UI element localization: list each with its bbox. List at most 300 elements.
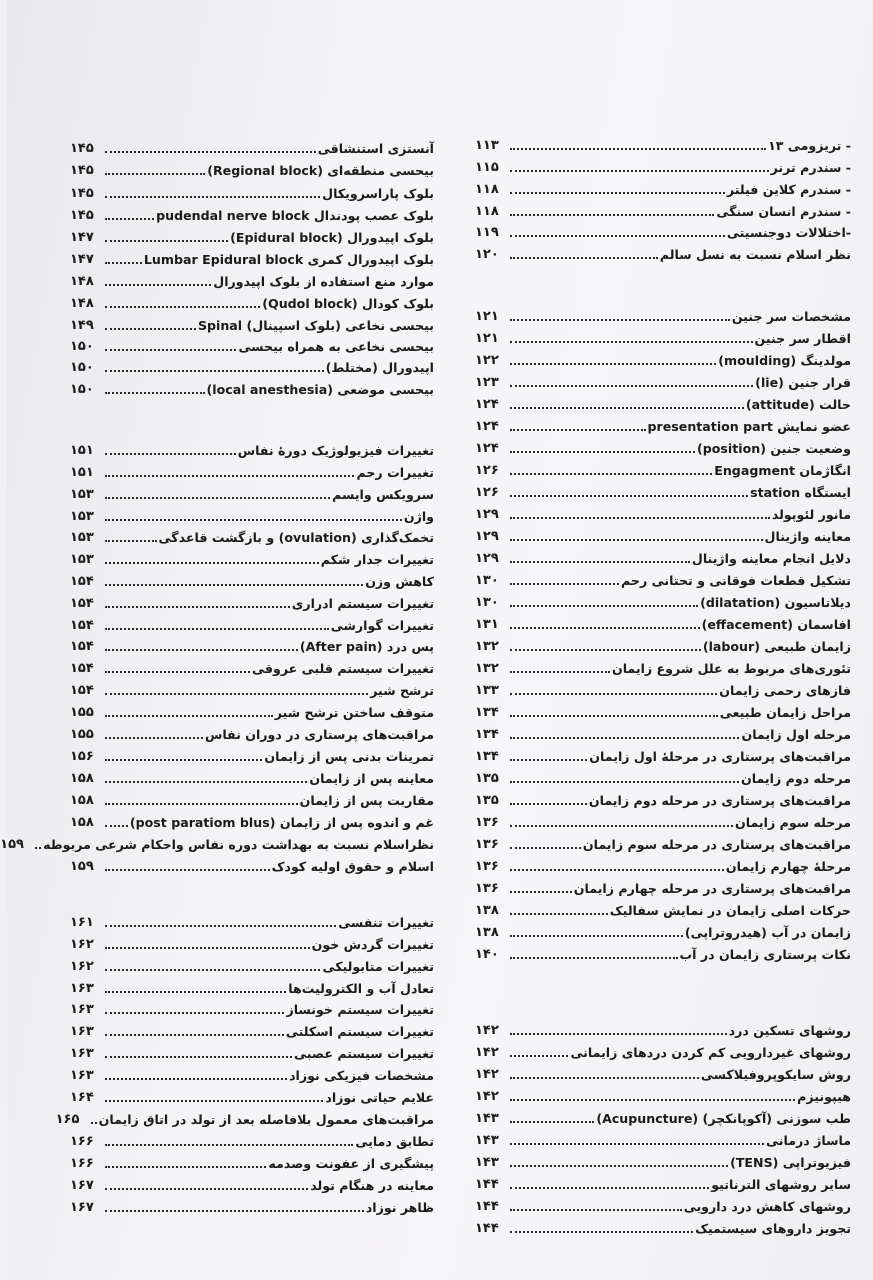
toc-dot-leader xyxy=(105,453,236,455)
toc-entry xyxy=(475,413,851,434)
toc-dot-leader xyxy=(510,781,739,783)
toc-dot-leader xyxy=(105,497,330,499)
toc-entry xyxy=(475,435,851,456)
toc-entry-title: مقاربت پس از زایمان xyxy=(299,793,434,808)
toc-entry xyxy=(70,376,434,397)
toc-dot-leader xyxy=(510,803,587,805)
toc-page-number: ۱۵۳ xyxy=(70,530,94,545)
toc-dot-leader xyxy=(105,1034,284,1036)
toc-dot-leader xyxy=(105,151,316,153)
toc-page-number: ۱۳۸ xyxy=(475,925,499,940)
toc-entry-title: انگاژمان Engagment xyxy=(714,463,851,478)
toc-entry xyxy=(70,333,434,354)
toc-entry xyxy=(475,1105,851,1126)
toc-entry xyxy=(70,787,434,808)
toc-entry xyxy=(70,931,434,952)
toc-page-number: ۱۱۸ xyxy=(475,204,499,219)
toc-page-number: ۱۳۵ xyxy=(475,793,499,808)
toc-dot-leader xyxy=(510,363,716,365)
toc-entry-title: بیحسی نخاعی (بلوک اسپینال) Spinal xyxy=(197,318,434,333)
toc-dot-leader xyxy=(105,1012,284,1014)
toc-entry xyxy=(70,1062,434,1083)
toc-entry-title: تخمک‌گذاری (ovulation) و بازگشت قاعدگی xyxy=(158,530,434,545)
toc-entry-title: اسلام و حقوق اولیه کودک xyxy=(271,859,434,874)
toc-entry xyxy=(70,1194,434,1215)
toc-page-number: ۱۳۶ xyxy=(475,815,499,830)
toc-entry-title: تطابق دمایی xyxy=(355,1134,434,1149)
toc-entry-title: موارد منع استفاده از بلوک اپیدورال xyxy=(213,274,434,289)
toc-entry-title: نظر اسلام نسبت به نسل سالم xyxy=(659,247,851,262)
toc-page-number: ۱۴۵ xyxy=(70,186,94,201)
toc-dot-leader xyxy=(91,1122,97,1124)
toc-page-number: ۱۴۳ xyxy=(475,1155,499,1170)
toc-entry xyxy=(70,1128,434,1149)
toc-entry xyxy=(70,354,434,375)
toc-dot-leader xyxy=(105,925,336,927)
toc-page-number: ۱۵۳ xyxy=(70,552,94,567)
toc-dot-leader xyxy=(510,451,695,453)
toc-dot-leader xyxy=(105,737,203,739)
toc-entry-title: روشهای غیردارویی کم کردن دردهای زایمانی xyxy=(570,1045,851,1060)
toc-page-number: ۱۵۹ xyxy=(0,837,24,852)
toc-entry-title: مراقبت‌های پرستاری در مرحله سوم زایمان xyxy=(582,837,851,852)
toc-entry xyxy=(70,655,434,676)
toc-entry-title: مرحلهٔ چهارم زایمان xyxy=(725,859,851,874)
toc-dot-leader xyxy=(510,235,725,237)
toc-dot-leader xyxy=(105,715,273,717)
toc-entry-title: زایمان در آب (هیدروتراپی) xyxy=(684,925,851,940)
toc-entry-title: قرار جنین (lie) xyxy=(755,375,851,390)
toc-entry-title: بیحسی نخاعی به همراه بیحسی xyxy=(238,339,434,354)
toc-page-number: ۱۱۹ xyxy=(475,225,499,240)
toc-entry-title: کاهش وزن xyxy=(365,574,434,589)
toc-dot-leader xyxy=(35,847,41,849)
toc-entry-title: پس درد (After pain) xyxy=(299,639,434,654)
toc-entry-title: معاینه در هنگام تولد xyxy=(310,1178,434,1193)
toc-entry xyxy=(70,853,434,874)
toc-page-number: ۱۶۷ xyxy=(70,1200,94,1215)
toc-dot-leader xyxy=(105,649,298,651)
toc-dot-leader xyxy=(510,192,725,194)
toc-dot-leader xyxy=(105,584,363,586)
toc-entry-title: سایر روشهای الترناتیو xyxy=(711,1177,851,1192)
toc-page-number: ۱۳۰ xyxy=(475,573,499,588)
toc-entry-title: بلوک عصب پودندال pudendal nerve block xyxy=(156,208,434,223)
toc-entry xyxy=(475,523,851,544)
toc-entry-title: تغییرات سیستم اسکلتی xyxy=(285,1024,434,1039)
toc-entry-title: حرکات اصلی زایمان در نمایش سفالیک xyxy=(609,903,851,918)
toc-dot-leader xyxy=(510,385,753,387)
toc-dot-leader xyxy=(105,606,290,608)
toc-entry xyxy=(475,545,851,566)
toc-entry xyxy=(70,699,434,720)
toc-entry xyxy=(475,589,851,610)
toc-entry xyxy=(475,1061,851,1082)
toc-page-number: ۱۲۶ xyxy=(475,463,499,478)
toc-entry-title: تجویز داروهای سیستمیک xyxy=(695,1221,851,1236)
toc-entry xyxy=(70,290,434,311)
toc-page-number: ۱۳۵ xyxy=(475,771,499,786)
toc-page-number: ۱۶۲ xyxy=(70,937,94,952)
toc-dot-leader xyxy=(105,759,262,761)
toc-entry-title: فازهای رحمی زایمان xyxy=(719,683,851,698)
toc-entry-title: بلوک کودال (Qudol block) xyxy=(262,296,434,311)
toc-dot-leader xyxy=(510,671,610,673)
toc-entry xyxy=(475,567,851,588)
toc-entry-title: تغییرات تنفسی xyxy=(338,915,434,930)
toc-entry xyxy=(475,457,851,478)
toc-dot-leader xyxy=(105,218,154,220)
toc-entry-title: تغییرات رحم xyxy=(356,465,434,480)
toc-dot-leader xyxy=(510,869,724,871)
toc-entry-title: وضعیت جنین (position) xyxy=(697,441,851,456)
toc-page-number: ۱۵۵ xyxy=(70,727,94,742)
toc-entry-title: حالت (attitude) xyxy=(745,397,851,412)
toc-entry-title: تغییرات گردش خون xyxy=(311,937,434,952)
toc-entry xyxy=(70,312,434,333)
toc-entry xyxy=(475,1193,851,1214)
toc-entry-title: دیلاتاسیون (dilatation) xyxy=(700,595,851,610)
toc-entry xyxy=(70,1040,434,1061)
toc-entry-title: تغییرات جدار شکم xyxy=(320,552,434,567)
toc-dot-leader xyxy=(510,319,730,321)
toc-entry-title: مراقبت‌های پرستاری در مرحله چهارم زایمان xyxy=(573,881,851,896)
toc-entry-title: - سندرم ترنر xyxy=(770,160,851,175)
toc-entry xyxy=(475,154,851,175)
toc-entry xyxy=(475,501,851,522)
toc-column-left xyxy=(0,0,434,1280)
toc-dot-leader xyxy=(510,935,683,937)
toc-dot-leader xyxy=(510,539,763,541)
toc-page-number: ۱۱۸ xyxy=(475,182,499,197)
toc-entry xyxy=(475,369,851,390)
toc-dot-leader xyxy=(510,1143,764,1145)
toc-entry xyxy=(475,1127,851,1148)
toc-dot-leader xyxy=(510,649,701,651)
toc-page-number: ۱۵۰ xyxy=(70,339,94,354)
toc-entry xyxy=(475,241,851,262)
toc-entry xyxy=(475,219,851,240)
toc-dot-leader xyxy=(510,257,658,259)
toc-page-number: ۱۵۰ xyxy=(70,382,94,397)
toc-entry-title: عضو نمایش presentation part xyxy=(647,419,851,434)
toc-entry xyxy=(0,831,434,852)
toc-page-number: ۱۴۰ xyxy=(475,947,499,962)
toc-page-number: ۱۵۹ xyxy=(70,859,94,874)
toc-page-number: ۱۴۳ xyxy=(475,1133,499,1148)
toc-entry xyxy=(475,677,851,698)
toc-page-number: ۱۲۴ xyxy=(475,397,499,412)
toc-entry-title: مرحله سوم زایمان xyxy=(735,815,851,830)
toc-page-number: ۱۳۴ xyxy=(475,749,499,764)
toc-entry xyxy=(70,1018,434,1039)
toc-entry-title: افاسمان (effacement) xyxy=(701,617,851,632)
toc-dot-leader xyxy=(105,947,310,949)
toc-entry-title: ظاهر نوزاد xyxy=(365,1200,434,1215)
toc-entry xyxy=(70,765,434,786)
toc-page-number: ۱۶۴ xyxy=(70,1090,94,1105)
toc-dot-leader xyxy=(105,1188,308,1190)
toc-page-number: ۱۳۴ xyxy=(475,705,499,720)
toc-page-number: ۱۵۴ xyxy=(70,683,94,698)
toc-entry xyxy=(70,246,434,267)
toc-entry-title: معاینه پس از زایمان xyxy=(309,771,434,786)
toc-entry-title: تغییرات سیستم قلبی عروقی xyxy=(252,661,434,676)
toc-entry-title: مشخصات سر جنین xyxy=(731,309,851,324)
toc-entry-title: تمرینات بدنی پس از زایمان xyxy=(264,749,434,764)
toc-dot-leader xyxy=(105,306,260,308)
toc-entry xyxy=(475,699,851,720)
toc-dot-leader xyxy=(510,1209,682,1211)
toc-page-number: ۱۲۰ xyxy=(475,247,499,262)
toc-dot-leader xyxy=(510,957,678,959)
toc-page-number: ۱۴۲ xyxy=(475,1067,499,1082)
toc-entry-title: مراقبت‌های پرستاری در مرحلهٔ اول زایمان xyxy=(589,749,851,764)
toc-dot-leader xyxy=(105,475,354,477)
toc-entry-title: تعادل آب و الکترولیت‌ها xyxy=(288,981,434,996)
toc-dot-leader xyxy=(510,1099,795,1101)
toc-page-number: ۱۵۸ xyxy=(70,793,94,808)
toc-entry-title: بلوک اپیدورال (Epidural block) xyxy=(230,230,434,245)
toc-entry xyxy=(70,633,434,654)
toc-entry xyxy=(475,391,851,412)
toc-dot-leader xyxy=(510,605,698,607)
toc-dot-leader xyxy=(105,1100,323,1102)
toc-entry-title: طب سوزنی (آکوپانکچر) (Acupuncture) xyxy=(596,1111,851,1126)
toc-page-number: ۱۴۲ xyxy=(475,1023,499,1038)
toc-entry xyxy=(475,897,851,918)
toc-dot-leader xyxy=(510,913,608,915)
toc-page-number: ۱۶۲ xyxy=(70,959,94,974)
toc-entry-title: واژن xyxy=(403,509,434,524)
toc-dot-leader xyxy=(105,1144,353,1146)
toc-dot-leader xyxy=(510,627,700,629)
toc-entry-title: تغییرات سیستم خونساز xyxy=(286,1002,434,1017)
toc-dot-leader xyxy=(510,1165,728,1167)
toc-dot-leader xyxy=(510,759,587,761)
toc-dot-leader xyxy=(510,693,717,695)
toc-entry-title: تغییرات گوارشی xyxy=(330,618,434,633)
toc-page-number: ۱۴۳ xyxy=(475,1111,499,1126)
toc-entry xyxy=(70,135,434,156)
toc-dot-leader xyxy=(510,495,748,497)
toc-dot-leader xyxy=(510,1121,594,1123)
toc-entry-title: مولدینگ (moulding) xyxy=(718,353,851,368)
toc-entry-title: دلایل انجام معاینه واژینال xyxy=(691,551,851,566)
toc-entry xyxy=(70,157,434,178)
toc-page-number: ۱۴۴ xyxy=(475,1199,499,1214)
toc-entry-title: علایم حیاتی نوزاد xyxy=(325,1090,434,1105)
toc-page-number: ۱۶۳ xyxy=(70,981,94,996)
toc-entry-title: معاینه واژینال xyxy=(764,529,851,544)
toc-page-number: ۱۴۵ xyxy=(70,208,94,223)
toc-page-number: ۱۲۱ xyxy=(475,331,499,346)
toc-entry-title: اپیدورال (مختلط) xyxy=(325,360,434,375)
toc-dot-leader xyxy=(105,262,142,264)
toc-entry-title: مرحله دوم زایمان xyxy=(741,771,851,786)
toc-entry xyxy=(70,996,434,1017)
toc-entry-title: - تریزومی ۱۳ xyxy=(768,138,851,153)
toc-page-number: ۱۴۵ xyxy=(70,163,94,178)
toc-page-number: ۱۳۰ xyxy=(475,595,499,610)
toc-page-number: ۱۱۵ xyxy=(475,160,499,175)
toc-entry-title: ترشح شیر xyxy=(370,683,434,698)
toc-entry xyxy=(55,1106,434,1127)
toc-entry xyxy=(70,953,434,974)
toc-dot-leader xyxy=(105,1056,292,1058)
toc-page-number: ۱۳۲ xyxy=(475,661,499,676)
toc-entry xyxy=(475,787,851,808)
toc-entry-title: پیشگیری از عفونت وصدمه xyxy=(268,1156,434,1171)
toc-entry xyxy=(475,831,851,852)
toc-page-number: ۱۶۶ xyxy=(70,1156,94,1171)
toc-page-number: ۱۲۹ xyxy=(475,507,499,522)
toc-page-number: ۱۲۳ xyxy=(475,375,499,390)
toc-dot-leader xyxy=(510,170,769,172)
toc-dot-leader xyxy=(105,781,307,783)
toc-page-number: ۱۶۵ xyxy=(55,1112,80,1127)
toc-page-number: ۱۶۶ xyxy=(70,1134,94,1149)
toc-dot-leader xyxy=(105,628,329,630)
toc-page-number: ۱۴۷ xyxy=(70,252,94,267)
toc-entry-title: زایمان طبیعی (labour) xyxy=(702,639,851,654)
toc-entry-title: تشکیل قطعات فوقانی و تحتانی رحم xyxy=(621,573,851,588)
toc-entry-title: روش سایکوپروفیلاکسی xyxy=(700,1067,851,1082)
toc-entry-title: -اختلالات دوجنسیتی xyxy=(726,225,851,240)
toc-dot-leader xyxy=(510,341,753,343)
toc-dot-leader xyxy=(105,825,128,827)
toc-dot-leader xyxy=(510,561,690,563)
toc-entry xyxy=(70,809,434,830)
toc-page-number: ۱۵۳ xyxy=(70,487,94,502)
toc-page-number: ۱۴۴ xyxy=(475,1221,499,1236)
toc-page-number: ۱۵۱ xyxy=(70,443,94,458)
toc-page-number: ۱۳۳ xyxy=(475,683,499,698)
toc-entry xyxy=(70,975,434,996)
toc-dot-leader xyxy=(510,1055,568,1057)
toc-dot-leader xyxy=(105,370,324,372)
toc-entry xyxy=(70,1150,434,1171)
toc-entry xyxy=(475,1215,851,1236)
toc-entry xyxy=(475,633,851,654)
toc-entry-title: - سندرم انسان سنگی xyxy=(716,204,851,219)
toc-dot-leader xyxy=(105,540,157,542)
toc-entry xyxy=(475,743,851,764)
toc-entry xyxy=(475,325,851,346)
toc-entry xyxy=(475,721,851,742)
toc-dot-leader xyxy=(510,1077,699,1079)
toc-entry xyxy=(475,1039,851,1060)
toc-page-number: ۱۲۴ xyxy=(475,419,499,434)
toc-dot-leader xyxy=(510,1033,727,1035)
toc-dot-leader xyxy=(510,407,744,409)
toc-dot-leader xyxy=(510,737,739,739)
toc-page-number: ۱۵۴ xyxy=(70,618,94,633)
toc-entry xyxy=(70,503,434,524)
toc-dot-leader xyxy=(105,284,211,286)
toc-entry-title: بلوک اپیدورال کمری Lumbar Epidural block xyxy=(143,252,434,267)
toc-dot-leader xyxy=(510,825,733,827)
toc-page-number: ۱۴۵ xyxy=(70,141,94,156)
toc-entry-title: متوقف ساختن ترشح شیر xyxy=(274,705,434,720)
toc-entry-title: تغییرات فیزیولوژیک دورهٔ نفاس xyxy=(237,443,434,458)
toc-page-number: ۱۲۱ xyxy=(475,309,499,324)
toc-entry-title: هیپونیزم xyxy=(797,1089,851,1104)
toc-page-number: ۱۵۴ xyxy=(70,661,94,676)
toc-entry xyxy=(475,198,851,219)
toc-entry xyxy=(70,1172,434,1193)
toc-entry xyxy=(70,909,434,930)
toc-entry-title: روشهای تسکین درد xyxy=(728,1023,851,1038)
toc-entry xyxy=(70,546,434,567)
toc-entry xyxy=(475,941,851,962)
toc-entry xyxy=(70,590,434,611)
toc-entry xyxy=(475,853,851,874)
toc-entry-title: تغییرات متابولیکی xyxy=(322,959,434,974)
toc-entry xyxy=(475,875,851,896)
toc-dot-leader xyxy=(105,349,236,351)
toc-entry-title: مراقبت‌های پرستاری در مرحله دوم زایمان xyxy=(588,793,851,808)
toc-entry xyxy=(70,743,434,764)
toc-dot-leader xyxy=(510,148,766,150)
toc-page-number: ۱۵۴ xyxy=(70,596,94,611)
toc-entry-title: تغییرات سیستم ادراری xyxy=(291,596,434,611)
toc-dot-leader xyxy=(510,891,572,893)
toc-entry xyxy=(70,677,434,698)
toc-page-number: ۱۳۱ xyxy=(475,617,499,632)
toc-entry-title: سرویکس وایسم xyxy=(332,487,434,502)
toc-entry xyxy=(475,1171,851,1192)
toc-entry xyxy=(70,437,434,458)
toc-entry-title: اقطار سر جنین xyxy=(754,331,851,346)
toc-page-number: ۱۵۴ xyxy=(70,574,94,589)
toc-entry xyxy=(475,303,851,324)
toc-entry-title: ماساژ درمانی xyxy=(766,1133,851,1148)
toc-entry-title: مشخصات فیزیکی نوزاد xyxy=(289,1068,434,1083)
toc-page-number: ۱۲۴ xyxy=(475,441,499,456)
toc-entry-title: تئوری‌های مربوط به علل شروع زایمان xyxy=(611,661,851,676)
toc-entry xyxy=(70,481,434,502)
toc-dot-leader xyxy=(105,562,319,564)
toc-dot-leader xyxy=(510,1187,709,1189)
toc-dot-leader xyxy=(105,1078,287,1080)
toc-page-number: ۱۲۲ xyxy=(475,353,499,368)
toc-entry xyxy=(70,568,434,589)
toc-dot-leader xyxy=(105,803,298,805)
toc-page-number: ۱۴۲ xyxy=(475,1045,499,1060)
toc-dot-leader xyxy=(105,1166,266,1168)
toc-page-number: ۱۲۹ xyxy=(475,551,499,566)
toc-page-number: ۱۱۳ xyxy=(475,138,499,153)
toc-entry-title: نکات پرستاری زایمان در آب xyxy=(679,947,851,962)
toc-entry xyxy=(70,202,434,223)
toc-page-number: ۱۲۶ xyxy=(475,485,499,500)
toc-dot-leader xyxy=(105,196,320,198)
toc-page-number: ۱۶۷ xyxy=(70,1178,94,1193)
toc-entry-title: نظراسلام نسبت به بهداشت دوره نفاس واحکام شرعی مربوطه xyxy=(43,837,434,852)
toc-entry xyxy=(475,655,851,676)
toc-entry xyxy=(70,268,434,289)
toc-entry-title: آنستزی استنشاقی xyxy=(317,141,434,156)
toc-page-number: ۱۵۶ xyxy=(70,749,94,764)
toc-page-number: ۱۵۱ xyxy=(70,465,94,480)
toc-entry xyxy=(475,347,851,368)
toc-dot-leader xyxy=(510,847,581,849)
toc-entry-title: تغییرات سیستم عصبی xyxy=(294,1046,434,1061)
toc-entry-title: مراقبت‌های معمول بلافاصله بعد از تولد در اتاق زایمان xyxy=(98,1112,434,1127)
toc-page-number: ۱۴۴ xyxy=(475,1177,499,1192)
toc-dot-leader xyxy=(105,173,205,175)
